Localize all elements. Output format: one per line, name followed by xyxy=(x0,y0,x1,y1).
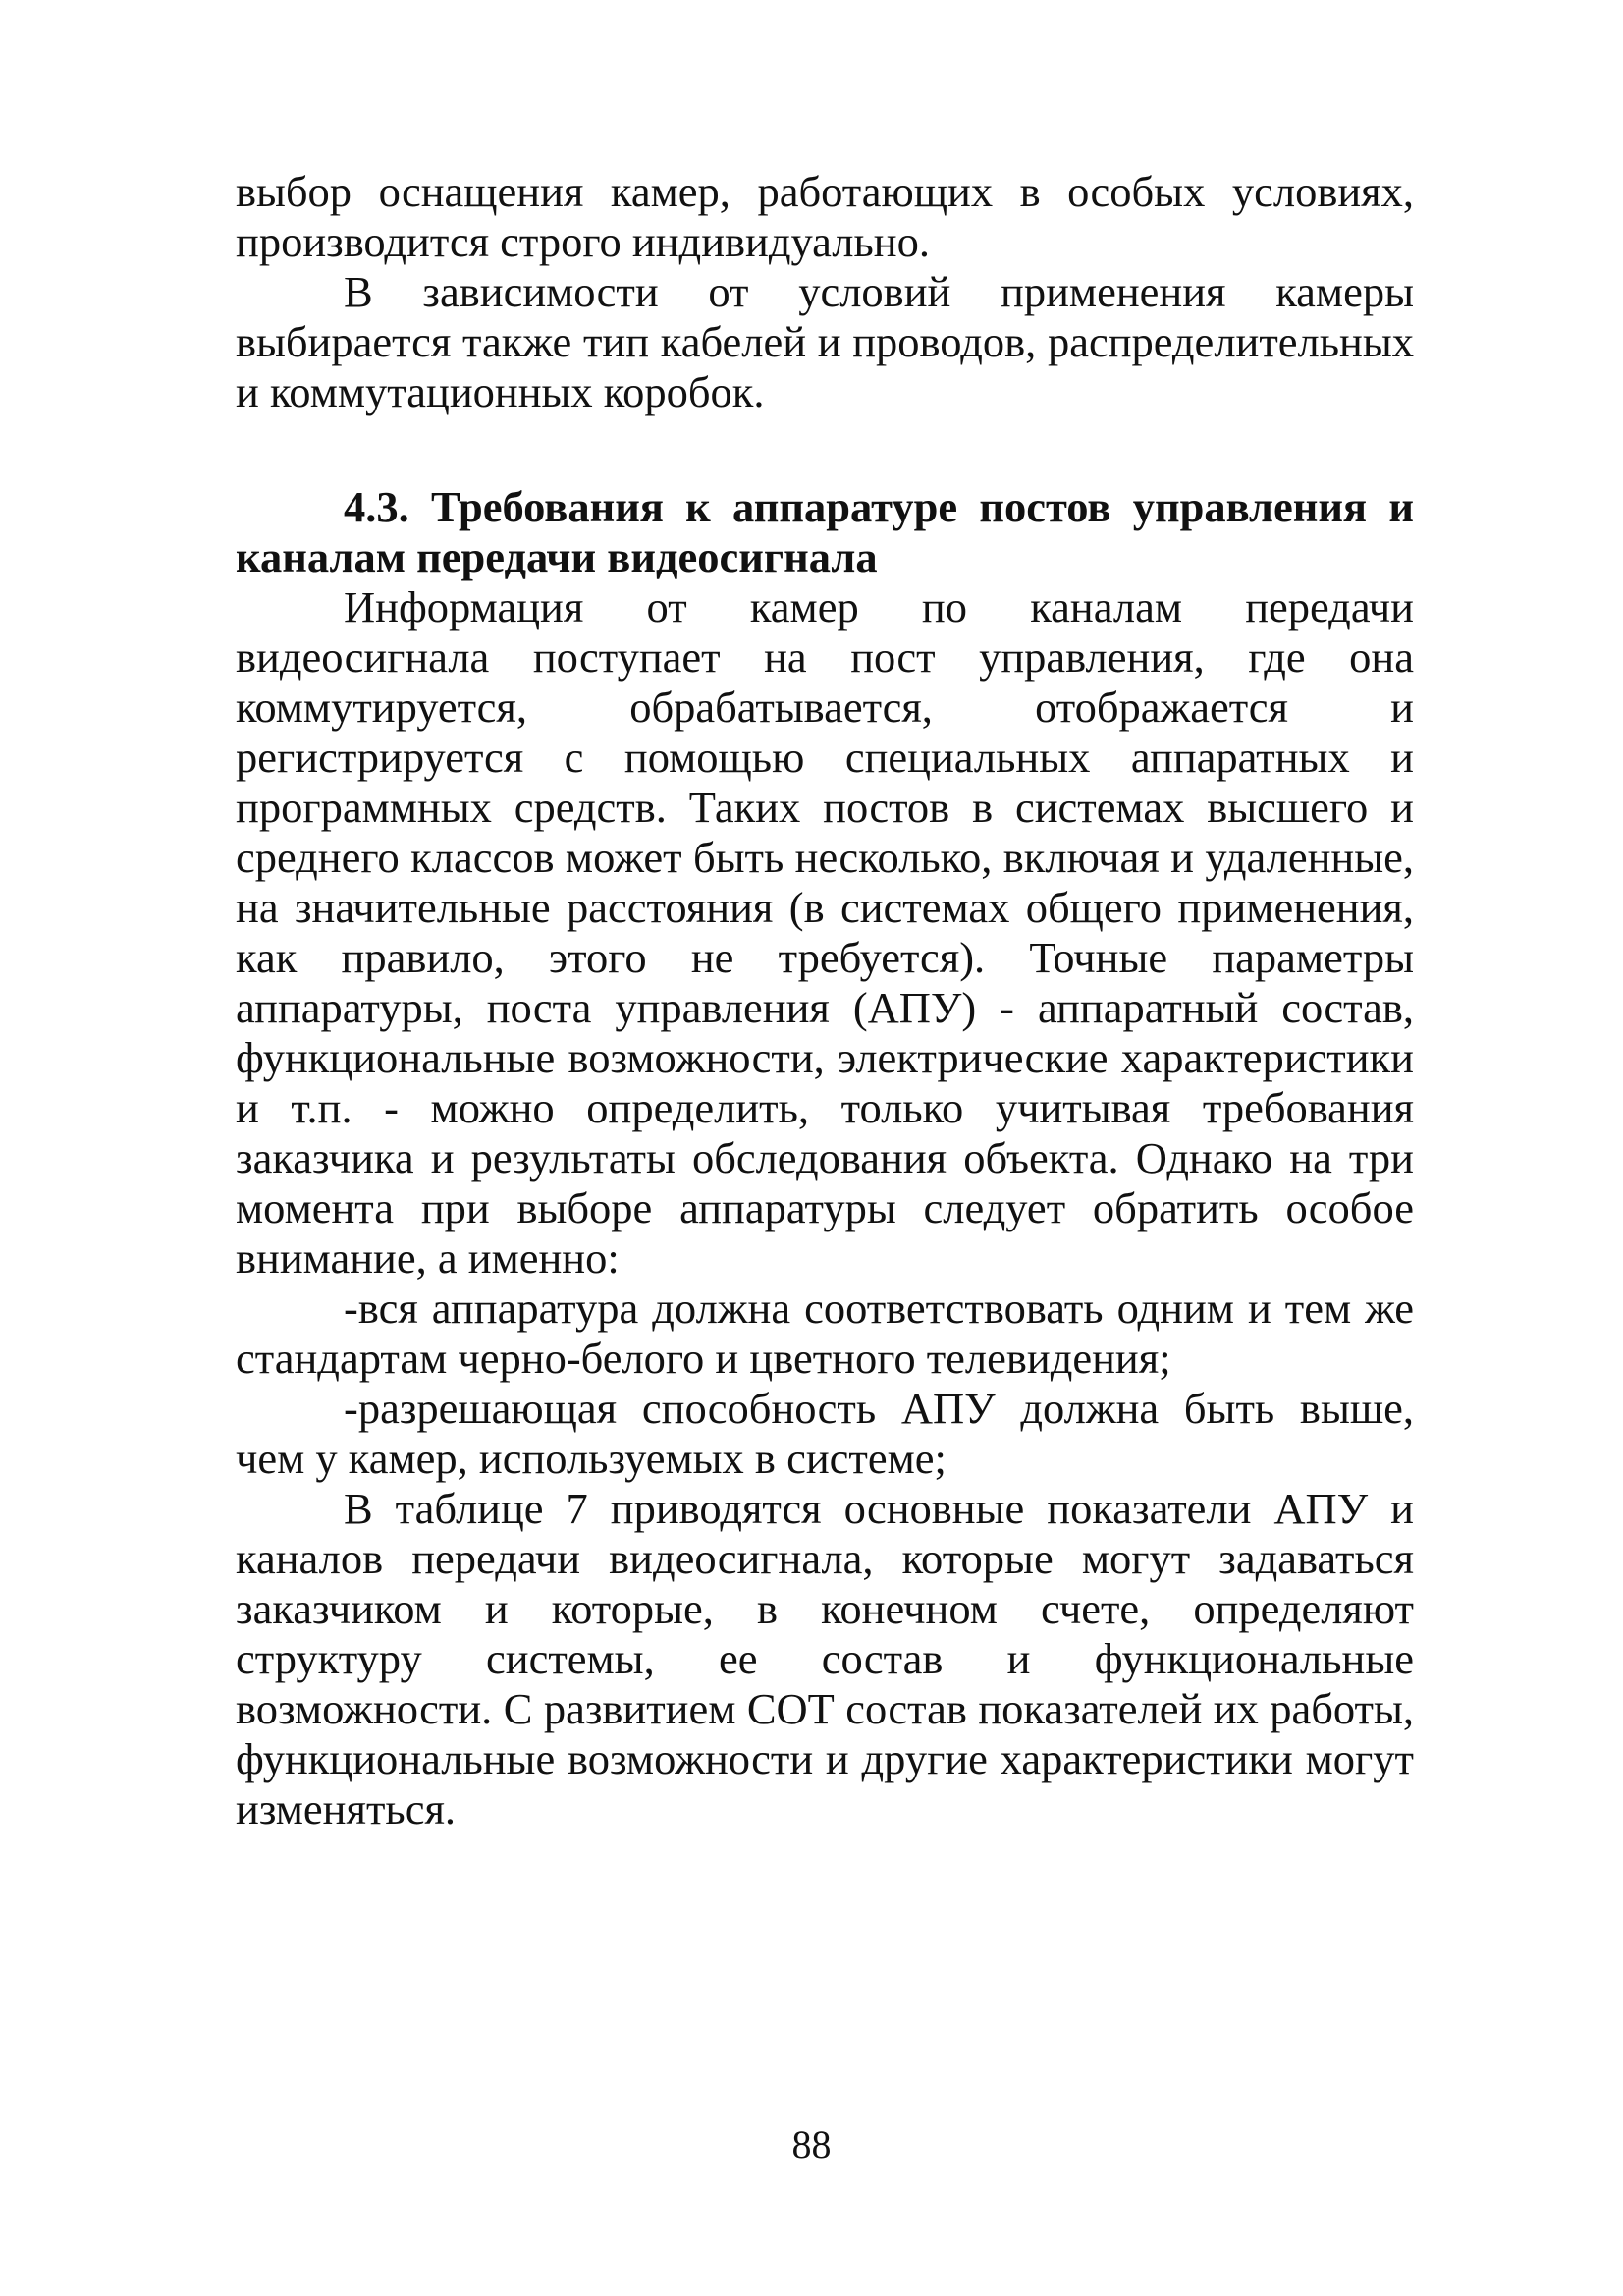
paragraph-continuation: выбор оснащения камер, работающих в особых условиях, производится строго индивидуально. xyxy=(236,167,1414,266)
section-heading: 4.3. Требования к аппаратуре постов управления и каналам передачи видеосигнала xyxy=(236,482,1414,581)
paragraph-control-post: Информация от камер по каналам передачи видеосигнала поступает на пост управления, где она коммутируется, обрабатывается, отображается и регистрируется с помощью специальных аппаратных и программных средств. Таких постов в системах высшего и среднего классов может быть несколько, включая и удаленные, на значительные расстояния (в системах общего применения, как правило, этого не требуется). Точные параметры аппаратуры, поста управления (АПУ) - аппаратный состав, функциональные возможности, электрические характеристики и т.п. - можно определить, только учитывая требования заказчика и результаты обследования объекта. Однако на три момента при выборе аппаратуры следует обратить особое внимание, а именно: xyxy=(236,582,1414,1283)
page-number: 88 xyxy=(791,2122,832,2166)
paragraph-table-reference: В таблице 7 приводятся основные показатели АПУ и каналов передачи видеосигнала, которые могут задаваться заказчиком и которые, в конечном счете, определяют структуру системы, ее состав и функциональные возможности. С развитием СОТ состав показателей их работы, функциональные возможности и другие характеристики могут изменяться. xyxy=(236,1484,1414,1833)
list-item-resolution: -разрешающая способность АПУ должна быть выше, чем у камер, используемых в системе; xyxy=(236,1384,1414,1483)
page-body xyxy=(236,167,1414,1834)
paragraph-cable-types: В зависимости от условий применения камеры выбирается также тип кабелей и проводов, распределительных и коммутационных коробок. xyxy=(236,267,1414,416)
list-item-standards: -вся аппаратура должна соответствовать одним и тем же стандартам черно-белого и цветного телевидения; xyxy=(236,1284,1414,1383)
